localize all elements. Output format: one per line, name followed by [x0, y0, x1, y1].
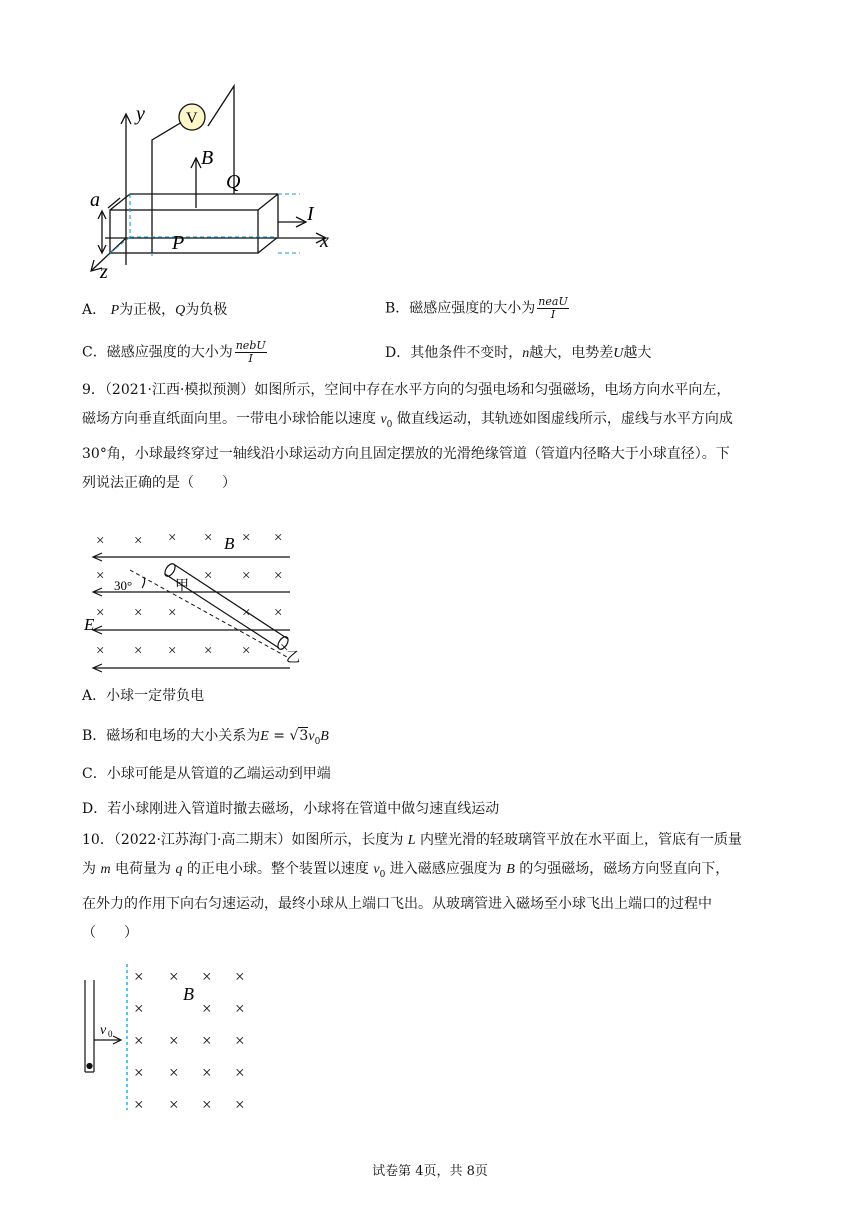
- charged-ball-icon: [87, 1064, 92, 1069]
- svg-text:×: ×: [202, 999, 212, 1018]
- magnetic-field-crosses: [96, 530, 288, 659]
- fig8-label-y: y: [136, 103, 145, 125]
- svg-text:×: ×: [242, 530, 251, 546]
- q9-option-c: C．小球可能是从管道的乙端运动到甲端: [82, 766, 331, 782]
- fig10-label-b: B: [183, 984, 194, 1004]
- svg-text:×: ×: [168, 530, 177, 546]
- fraction: $\frac{\text{nebU}}{I}$: [235, 339, 266, 365]
- q9-option-a: A．小球一定带负电: [82, 688, 205, 704]
- svg-text:×: ×: [134, 1063, 144, 1082]
- svg-text:×: ×: [235, 999, 245, 1018]
- fig8-label-q: Q: [226, 171, 241, 193]
- q9-stem: 9．（2021·江西·模拟预测）如图所示，空间中存在水平方向的匀强电场和匀强磁场，电场方向水平向左， 磁场方向垂直纸面向里。一带电小球恰能以速度 $v_0$ 做直线运动，其轨迹如图虚线所示，虚线与水平方向成 30°角，小球最终穿过一轴线沿小球运动方向且固定摆放的光滑绝缘管道（管道内径略大于小球直径）。下 列说法正确的是（ ）: [82, 382, 733, 491]
- page-footer: 试卷第 4页，共 8页: [372, 1164, 488, 1179]
- svg-text:×: ×: [242, 643, 251, 659]
- fig10-label-v: v: [100, 1023, 107, 1038]
- q8-option-d: D．其他条件不变时，n越大，电势差U越大: [385, 345, 652, 361]
- svg-text:×: ×: [134, 605, 143, 621]
- svg-text:×: ×: [280, 640, 289, 656]
- svg-text:×: ×: [134, 967, 144, 986]
- svg-text:×: ×: [235, 1063, 245, 1082]
- fig8-label-z: z: [100, 261, 108, 280]
- svg-text:×: ×: [202, 1095, 212, 1114]
- svg-text:×: ×: [235, 1095, 245, 1114]
- svg-text:×: ×: [96, 605, 105, 621]
- fig8-label-b: B: [201, 147, 214, 169]
- svg-text:×: ×: [168, 605, 177, 621]
- figure-q10-tube: [80, 962, 260, 1122]
- q10-stem: 10．（2022·江苏海门·高二期末）如图所示，长度为 L 内壁光滑的轻玻璃管平放在水平面上，管底有一质量 为 m 电荷量为 q 的正电小球。整个装置以速度 $v_0$ 进入磁感应强度为 B 的匀强磁场，磁场方向竖直向下， 在外力的作用下向右匀速运动，最终小球从上端口飞出。从玻璃管进入磁场至小球飞出上端口的过程中 （ ）: [82, 832, 743, 941]
- fig8-label-x: x: [320, 230, 329, 252]
- svg-text:×: ×: [274, 568, 283, 584]
- fig9-label-30: 30°: [114, 578, 133, 593]
- svg-text:×: ×: [134, 533, 143, 549]
- fig9-label-b: B: [224, 534, 235, 553]
- fig8-label-v: V: [186, 110, 198, 127]
- svg-text:×: ×: [134, 643, 143, 659]
- fig9-label-jia: 甲: [175, 579, 189, 594]
- svg-text:×: ×: [168, 643, 177, 659]
- svg-text:×: ×: [274, 605, 283, 621]
- fraction: $\frac{\text{neaU}}{I}$: [538, 295, 568, 321]
- figure-q9-pipe: [82, 520, 312, 675]
- q9-option-d: D．若小球刚进入管道时撤去磁场，小球将在管道中做匀速直线运动: [82, 801, 500, 817]
- svg-text:×: ×: [169, 1095, 179, 1114]
- svg-text:×: ×: [169, 1063, 179, 1082]
- svg-text:×: ×: [134, 1031, 144, 1050]
- q8-option-c: C．磁感应强度的大小为 $\frac{\text{nebU}}{I}$: [82, 339, 266, 365]
- figure-hall-effect: [80, 80, 350, 280]
- svg-text:×: ×: [169, 967, 179, 986]
- svg-text:×: ×: [134, 1095, 144, 1114]
- q9-option-b: B．磁场和电场的大小关系为$E = √3v_0B$: [82, 728, 329, 747]
- svg-text:×: ×: [169, 1031, 179, 1050]
- fig8-label-a: a: [90, 189, 100, 211]
- svg-text:×: ×: [204, 643, 213, 659]
- fig10-label-vsub: 0: [108, 1029, 113, 1039]
- fig8-label-p: P: [172, 232, 185, 254]
- svg-text:×: ×: [96, 568, 105, 584]
- svg-text:×: ×: [202, 1031, 212, 1050]
- svg-text:×: ×: [204, 530, 213, 546]
- svg-text:×: ×: [204, 568, 213, 584]
- svg-text:×: ×: [134, 999, 144, 1018]
- svg-text:×: ×: [235, 1031, 245, 1050]
- svg-text:×: ×: [96, 643, 105, 659]
- q8-option-b: B．磁感应强度的大小为 $\frac{\text{neaU}}{I}$: [385, 295, 568, 321]
- q8-option-a: A． P为正极，Q为负极: [82, 302, 228, 318]
- fig9-label-yi: 乙: [286, 651, 300, 666]
- svg-text:×: ×: [235, 967, 245, 986]
- svg-text:×: ×: [202, 1063, 212, 1082]
- svg-text:×: ×: [242, 568, 251, 584]
- svg-text:×: ×: [96, 533, 105, 549]
- svg-text:×: ×: [242, 605, 251, 621]
- svg-text:×: ×: [202, 967, 212, 986]
- fig9-label-e: E: [84, 615, 95, 634]
- svg-text:×: ×: [274, 530, 283, 546]
- fig8-label-i: I: [307, 203, 314, 225]
